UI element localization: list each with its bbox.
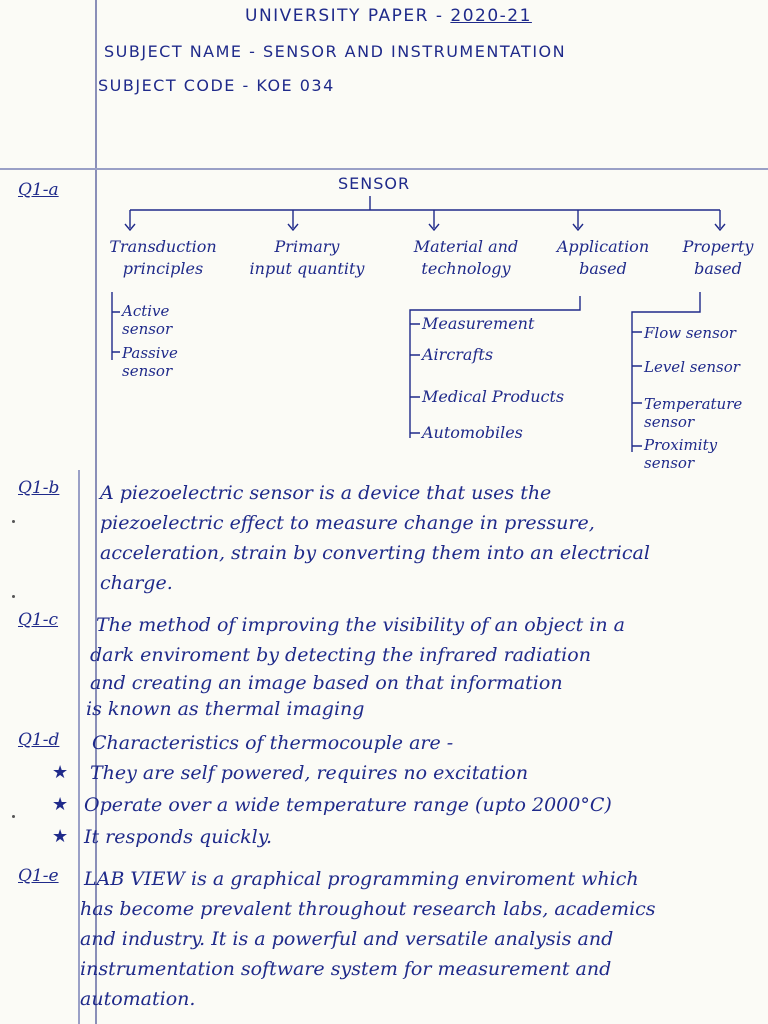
answer-line: A piezoelectric sensor is a device that uses the bbox=[100, 482, 552, 504]
category-property: Property based bbox=[682, 237, 754, 278]
tree-item: Proximity sensor bbox=[644, 436, 718, 472]
question-label-q1b: Q1-b bbox=[18, 478, 60, 498]
answer-line: It responds quickly. bbox=[84, 826, 273, 848]
tree-item: Active sensor bbox=[122, 302, 173, 338]
question-label-q1d: Q1-d bbox=[18, 730, 60, 750]
tree-item: Automobiles bbox=[422, 423, 523, 442]
answer-line: Characteristics of thermocouple are - bbox=[92, 732, 454, 754]
tree-item: Temperature sensor bbox=[644, 395, 743, 431]
answer-line: charge. bbox=[100, 572, 173, 594]
tree-root-label: SENSOR bbox=[338, 174, 411, 193]
answer-line: is known as thermal imaging bbox=[86, 698, 365, 720]
answer-line: automation. bbox=[80, 988, 196, 1010]
answer-line: acceleration, strain by converting them into an electrical bbox=[100, 542, 650, 564]
paper-title: UNIVERSITY PAPER - 2020-21 bbox=[245, 6, 532, 26]
question-label-q1c: Q1-c bbox=[18, 610, 59, 630]
subject-name: SUBJECT NAME - SENSOR AND INSTRUMENTATION bbox=[104, 42, 567, 61]
tree-item: Measurement bbox=[422, 314, 535, 333]
answer-line: The method of improving the visibility of an object in a bbox=[96, 614, 625, 636]
tree-item: Medical Products bbox=[422, 387, 565, 406]
question-label-q1a: Q1-a bbox=[18, 180, 59, 200]
answer-line: Operate over a wide temperature range (upto 2000°C) bbox=[84, 794, 612, 816]
answer-line: They are self powered, requires no excitation bbox=[90, 762, 529, 784]
tree-item: Aircrafts bbox=[422, 345, 494, 364]
category-transduction: Transduction principles bbox=[109, 237, 217, 278]
category-primary-input: Primary input quantity bbox=[249, 237, 365, 278]
page-dot bbox=[12, 520, 15, 523]
answer-line: and industry. It is a powerful and versatile analysis and bbox=[80, 928, 614, 950]
answer-line: piezoelectric effect to measure change in pressure, bbox=[100, 512, 595, 534]
bullet-star-icon: ★ bbox=[52, 794, 69, 815]
question-label-q1e: Q1-e bbox=[18, 866, 59, 886]
tree-item: Level sensor bbox=[644, 358, 740, 376]
answer-line: dark enviroment by detecting the infrared radiation bbox=[90, 644, 591, 666]
page-dot bbox=[12, 815, 15, 818]
category-material-technology: Material and technology bbox=[413, 237, 519, 278]
answer-line: has become prevalent throughout research labs, academics bbox=[80, 898, 656, 920]
page-dot bbox=[12, 595, 15, 598]
category-application: Application based bbox=[556, 237, 650, 278]
bullet-star-icon: ★ bbox=[52, 826, 69, 847]
tree-item: Passive sensor bbox=[122, 344, 178, 380]
answer-line: instrumentation software system for measurement and bbox=[80, 958, 612, 980]
answer-line: LAB VIEW is a graphical programming enviroment which bbox=[84, 868, 639, 890]
bullet-star-icon: ★ bbox=[52, 762, 69, 783]
tree-item: Flow sensor bbox=[644, 324, 736, 342]
subject-code: SUBJECT CODE - KOE 034 bbox=[98, 76, 335, 95]
answer-line: and creating an image based on that information bbox=[90, 672, 563, 694]
